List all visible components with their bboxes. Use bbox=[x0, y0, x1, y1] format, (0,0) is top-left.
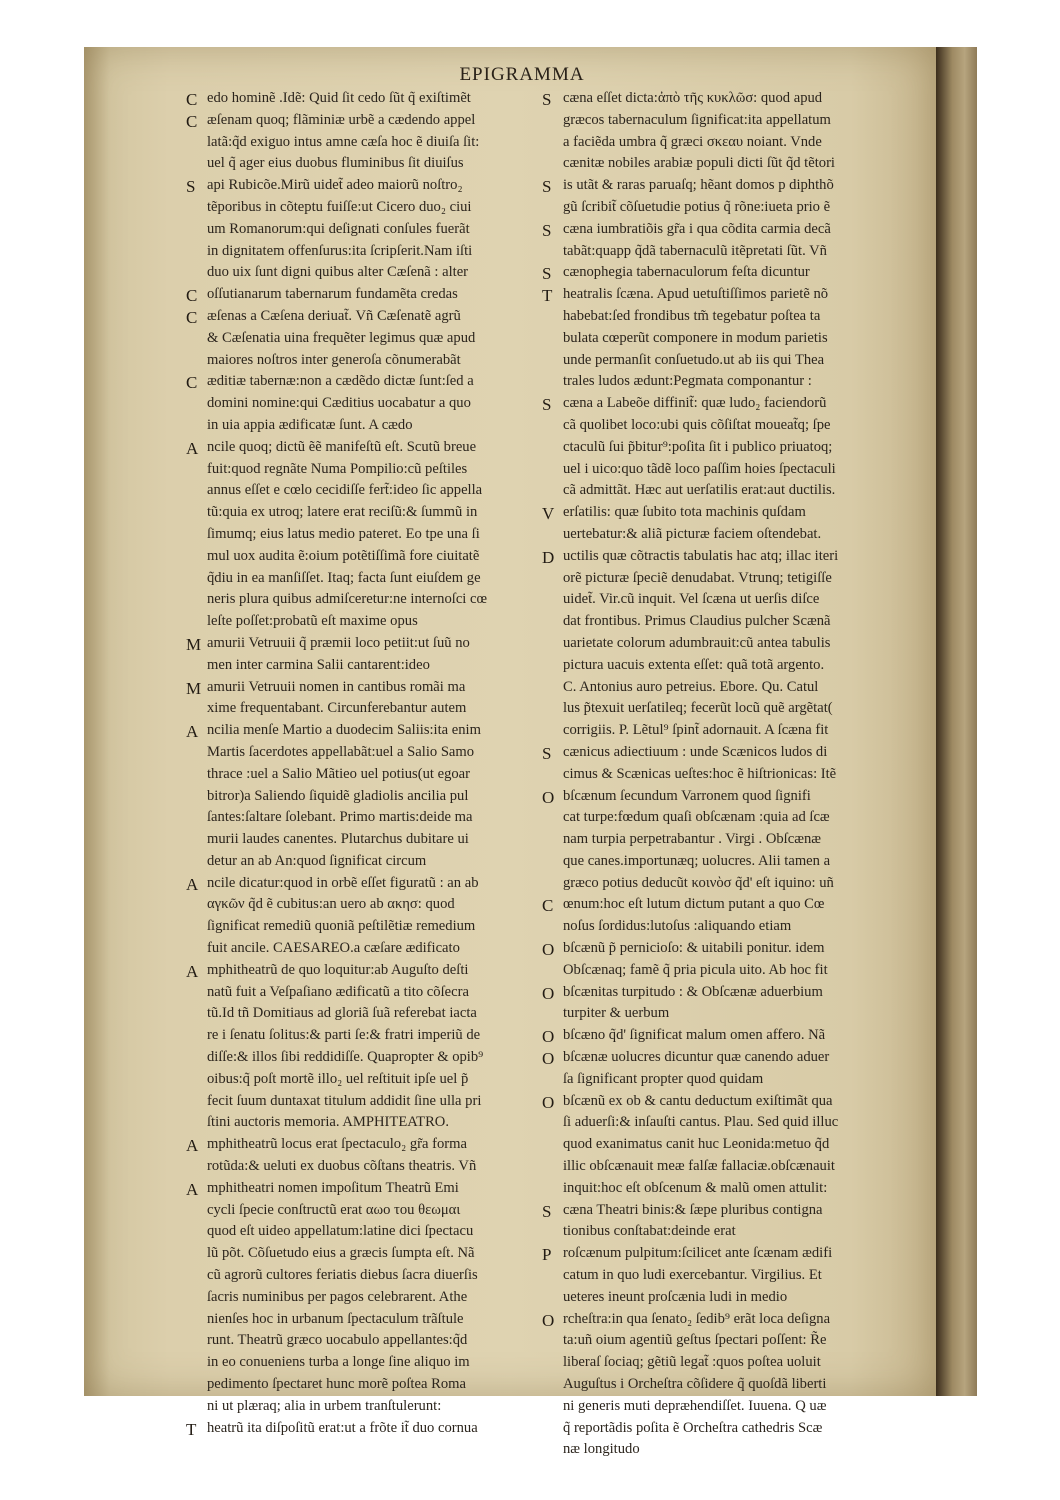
text-line: a faciẽda umbra q̃ græci σκεαυ noiant. Vnde bbox=[563, 133, 822, 150]
lemma-initial: O bbox=[542, 787, 555, 807]
text-line: uctilis quæ cõtractis tabulatis hac atq; illac iteri bbox=[563, 547, 839, 564]
left-text-column bbox=[186, 88, 542, 1439]
text-line: amurii Vetruuii q̃ præmii loco petiit:ut ſuũ no bbox=[207, 634, 470, 651]
text-line: thrace :uel a Salio Mãtieo uel potius(ut egoar bbox=[207, 765, 471, 782]
text-line: inquit:hoc eſt obſcenum & malũ omen attulit: bbox=[563, 1179, 828, 1196]
text-line: oibus:q̃ poſt mortẽ illo₂ uel reſtituit ipſe uel p̃ bbox=[207, 1070, 469, 1087]
text-line: æſenam quoq; flãminiæ urbẽ a cædendo appel bbox=[207, 111, 476, 128]
lemma-initial: C bbox=[186, 307, 198, 327]
text-line: erſatilis: quæ ſubito tota machinis quſdam bbox=[563, 504, 806, 521]
text-line: œnum:hoc eſt lutum dictum putant a quo Cœ bbox=[563, 896, 825, 913]
text-line: latã:q̃d exiguo intus amne cæſa hoc ẽ diuiſa ſit: bbox=[207, 133, 480, 150]
lemma-entry bbox=[186, 1134, 542, 1178]
right-text-column bbox=[542, 88, 912, 1461]
lemma-entry bbox=[186, 88, 542, 110]
lemma-initial: S bbox=[542, 220, 552, 240]
lemma-initial: A bbox=[186, 438, 199, 458]
text-line: habebat:ſed frondibus tm̃ tegebatur poſtea ta bbox=[563, 307, 821, 324]
text-line: detur an ab An:quod ſignificat circum bbox=[207, 852, 427, 869]
text-line: mphitheatrũ de quo loquitur:ab Auguſto deſti bbox=[207, 961, 469, 978]
text-line: cimus & Scænicas ueſtes:hoc ẽ hiſtrionicas: Itẽ bbox=[563, 765, 837, 782]
text-line: næ longitudo bbox=[563, 1441, 640, 1458]
text-line: æditiæ tabernæ:non a cædẽdo dictæ ſunt:ſed a bbox=[207, 373, 474, 390]
text-line: nam turpia perpetrabantur . Virgi . Obſcænæ bbox=[563, 831, 821, 848]
lemma-initial: O bbox=[542, 1049, 555, 1069]
lemma-entry bbox=[542, 1047, 912, 1091]
lemma-entry bbox=[186, 437, 542, 633]
text-line: fecit ſuum duntaxat titulum addidit ſine ulla pri bbox=[207, 1092, 482, 1109]
text-line: Auguſtus i Orcheſtra cõſidere q̃ quoſdã liberti bbox=[563, 1376, 827, 1393]
text-line: runt. Theatrũ græco uocabulo appellantes:q̃d bbox=[207, 1332, 468, 1349]
text-line: noſus ſordidus:lutoſus :aliquando etiam bbox=[563, 918, 792, 935]
text-line: ni ut plæraq; alia in urbem tranſtulerunt: bbox=[207, 1397, 442, 1414]
lemma-entry bbox=[186, 284, 542, 306]
lemma-entry bbox=[542, 938, 912, 982]
lemma-initial: A bbox=[186, 961, 199, 981]
text-line: maiores noſtros inter generoſa cõnumerabãt bbox=[207, 351, 461, 368]
text-line: rcheſtra:in qua ſenato₂ ſedib⁹ erãt loca deſigna bbox=[563, 1310, 831, 1327]
text-line: uel i uico:quo tãdẽ loco paſſim hoies ſpectaculi bbox=[563, 460, 836, 477]
lemma-entry bbox=[186, 960, 542, 1134]
text-line: æſenas a Cæſena deriuat̃. Vñ Cæſenatẽ agrũ bbox=[207, 307, 461, 324]
text-line: duo uix ſunt digni quibus alter Cæſenã : alter bbox=[207, 264, 469, 281]
text-line: is utãt & raras paruaſq; hẽant domos p diphthõ bbox=[563, 177, 834, 194]
text-line: que canes.importunæq; uolucres. Alii tamen a bbox=[563, 852, 831, 869]
lemma-initial: M bbox=[186, 634, 202, 654]
lemma-entry bbox=[542, 1309, 912, 1462]
text-line: api Rubicõe.Mirũ uidet̃ adeo maiorũ noſtro₂ bbox=[207, 177, 463, 194]
binding-edge bbox=[936, 47, 977, 1396]
text-line: roſcænum pulpitum:ſcilicet ante ſcænam ædifi bbox=[563, 1245, 833, 1262]
text-line: nienſes hoc in urbanum ſpectaculum trãſtule bbox=[207, 1310, 464, 1327]
text-line: tẽporibus in cõteptu fuiſſe:ut Cicero duo₂ ciui bbox=[207, 198, 472, 215]
lemma-initial: O bbox=[542, 1027, 555, 1047]
lemma-entry bbox=[542, 982, 912, 1026]
text-line: xime frequentabant. Circunferebantur autem bbox=[207, 700, 467, 717]
text-line: tionibus conſtabat:deinde erat bbox=[563, 1223, 736, 1240]
lemma-entry bbox=[186, 873, 542, 960]
text-line: ſacris numinibus per pagos celebrarent. Athe bbox=[207, 1288, 468, 1305]
text-line: um Romanorum:qui deſignati conſules fuerãt bbox=[207, 220, 470, 237]
text-line: bitror)a Saliendo ſiquidẽ gladiolis ancilia pul bbox=[207, 787, 469, 804]
text-line: edo hominẽ .Idẽ: Quid ſit cedo ſũt q̃ exiſtimẽt bbox=[207, 90, 471, 106]
text-line: trales ludos ædunt:Pegmata componantur : bbox=[563, 373, 812, 390]
text-line: ſimumq; eius latus medio pateret. Eo tpe una ſi bbox=[207, 525, 480, 542]
text-line: cã quolibet loco:ubi quis cõſiſtat moueat̃q; ſpe bbox=[563, 416, 831, 433]
text-line: ſtini auctoris memoria. AMPHITEATRO. bbox=[207, 1114, 449, 1131]
lemma-initial: S bbox=[542, 743, 552, 763]
lemma-initial: S bbox=[542, 1201, 552, 1221]
text-line: bulata cœperũt componere in modum parietis bbox=[563, 329, 828, 346]
text-line: cænophegia tabernaculorum feſta dicuntur bbox=[563, 264, 810, 281]
text-line: bſcænũ ex ob & cantu deductum exiſtimãt qua bbox=[563, 1092, 833, 1109]
lemma-initial: A bbox=[186, 874, 199, 894]
lemma-initial: S bbox=[542, 395, 552, 415]
lemma-initial: C bbox=[186, 111, 198, 131]
text-line: murii laudes canentes. Plutarchus dubitare ui bbox=[207, 831, 469, 848]
text-line: pictura uacuis extenta eſſet: quã totã argento. bbox=[563, 656, 825, 673]
text-line: quod exanimatus canit huc Leonida:metuo q̃d bbox=[563, 1136, 830, 1153]
running-head: EPIGRAMMA bbox=[459, 64, 585, 85]
text-line: heatralis ſcæna. Apud uetuſtiſſimos parietẽ nõ bbox=[563, 286, 829, 303]
text-line: cæna eſſet dicta:ἀπὸ τῆς κυκλῶσ: quod apud bbox=[563, 90, 823, 106]
text-line: ncilia menſe Martio a duodecim Saliis:ita enim bbox=[207, 722, 481, 739]
lemma-initial: C bbox=[542, 896, 554, 916]
text-line: græcos tabernaculum ſignificat:ita appellatum bbox=[563, 111, 831, 128]
lemma-initial: C bbox=[186, 373, 198, 393]
text-line: amurii Vetruuii nomen in cantibus romãi ma bbox=[207, 678, 466, 695]
text-line: in eo conueniens turba a longe ſine aliquo im bbox=[207, 1354, 470, 1371]
text-line: re i ſenatu ſolitus:& parti ſe:& fratri imperiũ de bbox=[207, 1027, 481, 1044]
text-line: ncile quoq; dictũ ẽẽ manifeſtũ eſt. Scutũ breue bbox=[207, 438, 477, 455]
text-line: liberaſ ſociaq; gẽtiũ legat̃ :quos poſtea uoluit bbox=[563, 1354, 821, 1371]
text-line: cat turpe:fœdum quaſi obſcænam :quia ad ſcæ bbox=[563, 809, 830, 826]
lemma-entry bbox=[186, 1178, 542, 1418]
text-line: lus p̃texuit uerſatileq; fecerũt locũ quẽ argẽtat( bbox=[563, 700, 833, 717]
text-line: ſi aduerſi:& inſauſti cantus. Plau. Sed quid illuc bbox=[563, 1114, 839, 1131]
text-line: illic obſcænauit meæ falſæ fallaciæ.obſcænauit bbox=[563, 1158, 835, 1175]
text-line: ſantes:ſaltare ſolebant. Primo martis:deide ma bbox=[207, 809, 473, 826]
lemma-initial: M bbox=[186, 678, 202, 698]
text-line: in uia appia ædificatæ ſunt. A cædo bbox=[207, 416, 413, 433]
lemma-initial: A bbox=[186, 1179, 199, 1199]
text-line: C. Antonius auro petreius. Ebore. Qu. Catul bbox=[563, 678, 819, 695]
lemma-initial: S bbox=[186, 177, 196, 197]
lemma-entry bbox=[542, 393, 912, 502]
text-line: quod eſt uideo appellatum:latine dici ſpectacu bbox=[207, 1223, 474, 1240]
text-line: in dignitatem offenſurus:ita ſcripſerit.Nam iſti bbox=[207, 242, 473, 259]
lemma-initial: S bbox=[542, 90, 552, 109]
lemma-initial: S bbox=[542, 264, 552, 284]
text-line: cæna Theatri binis:& ſæpe pluribus contigna bbox=[563, 1201, 823, 1218]
lemma-initial: A bbox=[186, 1136, 199, 1156]
text-line: tũ:quia ex utroq; latere erat reciſũ:& ſummũ in bbox=[207, 504, 478, 521]
text-line: unde permanſit conſuetudo.ut ab iis qui Thea bbox=[563, 351, 825, 368]
lemma-entry bbox=[186, 1418, 542, 1440]
text-line: ncile dicatur:quod in orbẽ eſſet figuratũ : an ab bbox=[207, 874, 479, 891]
text-line: cænitæ nobiles arabiæ populi dicti ſũt q̃d tẽtori bbox=[563, 155, 835, 172]
text-line: tũ.Id tñ Domitiaus ad gloriã ſuã referebat iacta bbox=[207, 1005, 477, 1022]
text-line: cæna iumbratiõis gr̃a i qua cõdita carmia decã bbox=[563, 220, 831, 237]
lemma-entry bbox=[542, 262, 912, 284]
text-line: græco potius deducũt κοινὸσ q̃d' eſt iquino: uñ bbox=[563, 874, 834, 891]
text-line: domini nomine:qui Cæditius uocabatur a quo bbox=[207, 395, 471, 412]
text-line: turpiter & uerbum bbox=[563, 1005, 670, 1022]
text-line: diſſe:& illos ſibi reddidiſſe. Quapropter & opib⁹ bbox=[207, 1049, 484, 1066]
text-line: uel q̃ ager eius duobus fluminibus ſit diuiſus bbox=[207, 155, 464, 172]
lemma-entry bbox=[542, 284, 912, 393]
text-line: mphitheatri nomen impoſitum Theatrũ Emi bbox=[207, 1179, 459, 1196]
text-line: corrigiis. P. Lẽtul⁹ ſpint̃ adornauit. A ſcæna fit bbox=[563, 722, 829, 739]
lemma-initial: C bbox=[186, 90, 198, 109]
text-line: q̃diu in ea manſiſſet. Itaq; facta ſunt eiuſdem ge bbox=[207, 569, 481, 586]
text-line: ni generis muti depræhendiſſet. Iuuena. Q uæ bbox=[563, 1397, 827, 1414]
text-line: uidet̃. Vir.cũ inquit. Vel ſcæna ut uerſis diſce bbox=[563, 591, 820, 608]
text-line: natũ fuit a Veſpaſiano ædificatũ a tito cõſecra bbox=[207, 983, 469, 1000]
lemma-entry bbox=[186, 720, 542, 873]
text-line: cycli ſpecie conſtructũ erat αωο τοu θεωμαι bbox=[207, 1201, 461, 1218]
text-line: fuit:quod regnãte Numa Pompilio:cũ peſtiles bbox=[207, 460, 468, 477]
lemma-entry bbox=[186, 306, 542, 371]
text-line: uertebatur:& aliã picturæ faciem oſtendebat. bbox=[563, 525, 822, 542]
text-line: cæna a Labeõe diffinit̃: quæ ludo₂ faciendorũ bbox=[563, 395, 827, 412]
text-line: mphitheatrũ locus erat ſpectaculo₂ gr̃a forma bbox=[207, 1136, 467, 1153]
lemma-entry bbox=[542, 1025, 912, 1047]
text-line: bſcænũ p̃ pernicioſo: & uitabili ponitur. idem bbox=[563, 940, 825, 957]
text-line: bſcænum ſecundum Varronem quod ſignifi bbox=[563, 787, 811, 804]
text-line: αγκῶν q̃d ẽ cubitus:an uero ab ακησ: quod bbox=[207, 896, 455, 913]
lemma-entry bbox=[542, 219, 912, 263]
text-line: mul uox audita ẽ:oium potẽtiſſimã fore ciuitatẽ bbox=[207, 547, 480, 564]
text-line: ueteres ineunt proſcænia ludi in medio bbox=[563, 1288, 788, 1305]
text-line: lũ põt. Cõſuetudo eius a græcis ſumpta eſt. Nã bbox=[207, 1245, 475, 1262]
text-line: tabãt:quapp q̃dã tabernaculũ itẽpretati ſũt. Vñ bbox=[563, 242, 827, 259]
lemma-entry bbox=[186, 371, 542, 436]
text-line: men inter carmina Salii cantarent:ideo bbox=[207, 656, 430, 673]
text-line: pedimento ſpectaret hunc morẽ poſtea Roma bbox=[207, 1376, 466, 1393]
text-line: catum in quo ludi exercebantur. Virgilius. Et bbox=[563, 1267, 822, 1284]
lemma-entry bbox=[542, 88, 912, 175]
text-line: bſcænæ uolucres dicuntur quæ canendo aduer bbox=[563, 1049, 830, 1066]
lemma-initial: P bbox=[542, 1245, 552, 1265]
text-line: & Cæſenatia uina frequẽter legimus quæ apud bbox=[207, 329, 476, 346]
lemma-initial: A bbox=[186, 722, 199, 742]
text-line: fuit ancile. CAESAREO.a cæſare ædificato bbox=[207, 940, 460, 957]
lemma-initial: D bbox=[542, 547, 555, 567]
lemma-entry bbox=[186, 633, 542, 677]
lemma-initial: O bbox=[542, 940, 555, 960]
text-line: dat frontibus. Primus Claudius pulcher Scænã bbox=[563, 613, 831, 630]
text-line: ſignificat remediũ quoniã peſtilẽtiæ remedium bbox=[207, 918, 476, 935]
lemma-initial: V bbox=[542, 504, 555, 524]
lemma-initial: S bbox=[542, 177, 552, 197]
text-line: Obſcænaq; famẽ q̃ pria picula uito. Ab hoc fit bbox=[563, 961, 828, 978]
lemma-initial: O bbox=[542, 983, 555, 1003]
lemma-initial: O bbox=[542, 1092, 555, 1112]
text-line: heatrũ ita diſpoſitũ erat:ut a frõte it̃ duo cornua bbox=[207, 1419, 478, 1436]
lemma-entry bbox=[542, 786, 912, 895]
lemma-entry bbox=[186, 175, 542, 284]
lemma-entry bbox=[186, 110, 542, 175]
lemma-entry bbox=[542, 175, 912, 219]
text-line: bſcænitas turpitudo : & Obſcænæ aduerbium bbox=[563, 983, 823, 1000]
text-line: cũ agrorũ cultores feriatis diebus ſacra diuerſis bbox=[207, 1267, 478, 1284]
text-line: Martis ſacerdotes appellabãt:uel a Salio Samo bbox=[207, 743, 475, 760]
text-line: gũ ſcribit̃ cõſuetudie potius q̃ rõne:iueta prio ẽ bbox=[563, 198, 831, 215]
lemma-entry bbox=[542, 546, 912, 742]
lemma-initial: T bbox=[186, 1419, 197, 1439]
lemma-initial: T bbox=[542, 286, 553, 306]
lemma-entry bbox=[542, 1243, 912, 1308]
text-line: leſte poſſet:probatũ eſt maxime opus bbox=[207, 613, 418, 630]
text-line: orẽ picturæ ſpeciẽ denudabat. Vtrunq; tetigiſſe bbox=[563, 569, 832, 586]
lemma-entry bbox=[542, 502, 912, 546]
text-line: neris plura quibus admiſceretur:ne internoſci cœ bbox=[207, 591, 488, 608]
lemma-entry bbox=[542, 742, 912, 786]
text-line: oſſutianarum tabernarum fundamẽta credas bbox=[207, 286, 458, 303]
lemma-initial: O bbox=[542, 1310, 555, 1330]
lemma-entry bbox=[542, 1091, 912, 1200]
lemma-entry bbox=[542, 1200, 912, 1244]
text-line: rotũda:& ueluti ex duobus cõſtans theatris. Vñ bbox=[207, 1158, 477, 1175]
text-line: ctaculũ ſui p̃bitur⁹:poſita ſit i publico priuatoq; bbox=[563, 438, 833, 455]
text-line: q̃ reportãdis poſita ẽ Orcheſtra cathedris Scæ bbox=[563, 1419, 823, 1436]
text-line: bſcæno q̃d' ſignificat malum omen affero. Nã bbox=[563, 1027, 826, 1044]
lemma-entry bbox=[542, 894, 912, 938]
lemma-entry bbox=[186, 677, 542, 721]
text-line: cã admittãt. Hæc aut uerſatilis erat:aut ductilis. bbox=[563, 482, 836, 499]
text-line: uarietate colorum adumbrauit:cũ antea tabulis bbox=[563, 634, 831, 651]
text-line: annus eſſet e cœlo cecidiſſe fert̃:ideo ſic appella bbox=[207, 482, 483, 499]
lemma-initial: C bbox=[186, 286, 198, 306]
text-line: ta:uñ oium agentiũ geſtus ſpectari poſſent: R̃e bbox=[563, 1332, 827, 1349]
text-line: cænicus adiectiuum : unde Scænicos ludos di bbox=[563, 743, 828, 760]
text-line: ſa ſignificant propter quod quidam bbox=[563, 1070, 764, 1087]
